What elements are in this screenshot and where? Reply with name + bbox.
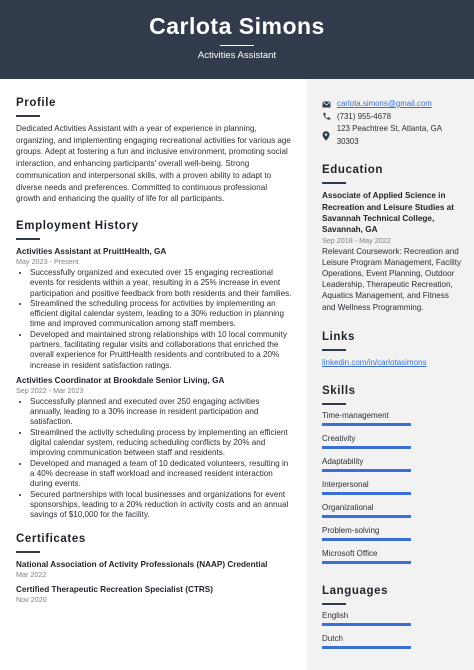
job-bullet: • Streamlined the activity scheduling process by implementing an efficient digital calendar system, reducing scheduling conflicts by 20% and improving communication between staff and residents.: [30, 428, 292, 459]
certificate-entry: [16, 584, 292, 605]
job-title: Activities Assistant at PruittHealth, GA: [16, 246, 167, 256]
language-label: English: [322, 610, 349, 620]
certificate-title: National Association of Activity Professionals (NAAP) Credential: [16, 560, 268, 570]
skill-level-fill: [322, 515, 411, 518]
certificate-date: Mar 2022: [16, 570, 47, 580]
skill-level-track: [322, 515, 411, 518]
skill-level-track: [322, 446, 411, 449]
phone-number: (731) 955-4678: [337, 111, 391, 121]
skill-label: Organizational: [322, 502, 374, 512]
address-text: 123 Peachtree St, Atlanta, GA 30303: [336, 124, 442, 146]
job-date: May 2023 - Present: [16, 256, 79, 266]
degree-title: Associate of Applied Science in Recreation and Leisure Studies at Savannah Technical College, Savannah, GA: [322, 191, 454, 235]
candidate-role: Activities Assistant: [197, 50, 277, 61]
profile-section: [16, 96, 292, 205]
job-entry: [16, 246, 292, 371]
job-bullet: • Developed and maintained strong relationships with 10 local community partners, facilitating regular visits and collaborations that enriched the overall experience for PruittHealth residents and contributed to a 20% increase in resident satisfaction ratings.: [30, 330, 292, 371]
job-bullets: [16, 268, 292, 371]
skill-label: Creativity: [322, 433, 356, 443]
skill-item: [322, 434, 462, 449]
skill-label: Problem-solving: [322, 525, 380, 535]
language-item: [322, 634, 462, 649]
languages-section: [322, 584, 462, 649]
degree-date: Sep 2018 - May 2022: [322, 235, 391, 245]
skill-item: [322, 411, 462, 426]
skill-level-fill: [322, 561, 411, 564]
language-label: Dutch: [322, 633, 343, 643]
skill-item: [322, 526, 462, 541]
linkedin-link[interactable]: linkedin.com/in/carlotasimons: [322, 357, 427, 367]
skill-level-track: [322, 469, 411, 472]
job-bullet: • Streamlined the scheduling process for activities by implementing an efficient digital calendar system, leading to a 30% reduction in planning time and improved communication among staff members.: [30, 299, 292, 330]
links-section: [322, 330, 462, 368]
skill-level-track: [322, 423, 411, 426]
contact-section: [322, 98, 462, 148]
certificates-heading: Certificates: [16, 532, 292, 553]
job-bullet: • Successfully planned and executed over 250 engaging activities annually, leading to a 30% increase in resident participation and satisfaction.: [30, 397, 292, 428]
phone-icon: [322, 112, 331, 121]
certificates-section: [16, 532, 292, 605]
skill-level-fill: [322, 492, 411, 495]
job-bullets: [16, 397, 292, 521]
contact-address: [322, 123, 462, 148]
resume-header: [0, 0, 474, 79]
skill-item: [322, 480, 462, 495]
coursework-text: Relevant Coursework: Recreation and Leisure Program Management, Facility Operations, Event Planning, Outdoor Leadership, Therapeutic Recreation, Aquatics Management, and Fitness and Wellness Programming.: [322, 246, 462, 312]
skill-label: Time-management: [322, 410, 389, 420]
language-level-fill: [322, 646, 411, 649]
certificate-entry: [16, 559, 292, 580]
languages-heading: Languages: [322, 584, 462, 605]
certificate-title: Certified Therapeutic Recreation Specialist (CTRS): [16, 585, 213, 595]
skill-level-track: [322, 538, 411, 541]
skill-level-track: [322, 561, 411, 564]
skill-level-track: [322, 492, 411, 495]
candidate-name: Carlota Simons: [149, 13, 325, 39]
education-section: [322, 163, 462, 312]
employment-section: [16, 219, 292, 521]
skill-item: [322, 457, 462, 472]
education-heading: Education: [322, 163, 462, 184]
employment-heading: Employment History: [16, 219, 292, 240]
skill-level-fill: [322, 423, 411, 426]
language-level-fill: [322, 623, 411, 626]
contact-phone: [322, 111, 462, 124]
skill-level-fill: [322, 538, 411, 541]
language-level-track: [322, 646, 411, 649]
certificate-date: Nov 2020: [16, 595, 47, 605]
language-item: [322, 611, 462, 626]
job-date: Sep 2022 - Mar 2023: [16, 385, 84, 395]
location-pin-icon: [322, 131, 331, 140]
job-bullet: • Secured partnerships with local businesses and organizations for event sponsorships, leading to a 20% reduction in activity costs and an annual savings of $10,000 for the facility.: [30, 490, 292, 521]
sidebar-column: [322, 96, 462, 657]
skill-label: Adaptability: [322, 456, 364, 466]
skill-item: [322, 503, 462, 518]
skill-label: Interpersonal: [322, 479, 369, 489]
main-column: [16, 96, 292, 605]
profile-heading: Profile: [16, 96, 292, 117]
job-title: Activities Coordinator at Brookdale Senior Living, GA: [16, 375, 225, 385]
profile-summary: Dedicated Activities Assistant with a year of experience in planning, organizing, and implementing engaging recreational activities for various age groups. Adept at fostering a fun and inclusive environment, promoting social interaction, and enhancing participants' overall well-being. Strong communication and interpersonal skills, with a proven ability to adapt to diverse needs and preferences. Committed to continuous professional growth and enhancing the quality of life for all participants.: [16, 124, 291, 204]
skills-section: [322, 384, 462, 564]
links-heading: Links: [322, 330, 462, 351]
job-bullet: • Successfully organized and executed over 15 engaging recreational events for residents within a year, resulting in a 25% increase in event participation and positive feedback from both residents and their families.: [30, 268, 292, 299]
skill-item: [322, 549, 462, 564]
mail-icon: [322, 100, 331, 109]
skill-level-fill: [322, 469, 411, 472]
language-level-track: [322, 623, 411, 626]
header-divider: [220, 45, 254, 46]
job-bullet: • Developed and managed a team of 10 dedicated volunteers, resulting in a 40% decrease in staff workload and increased resident interaction during events.: [30, 459, 292, 490]
skills-heading: Skills: [322, 384, 462, 405]
email-link[interactable]: carlota.simons@gmail.com: [337, 99, 432, 108]
skill-label: Microsoft Office: [322, 548, 378, 558]
job-entry: [16, 375, 292, 521]
contact-email: [322, 98, 462, 111]
skill-level-fill: [322, 446, 411, 449]
